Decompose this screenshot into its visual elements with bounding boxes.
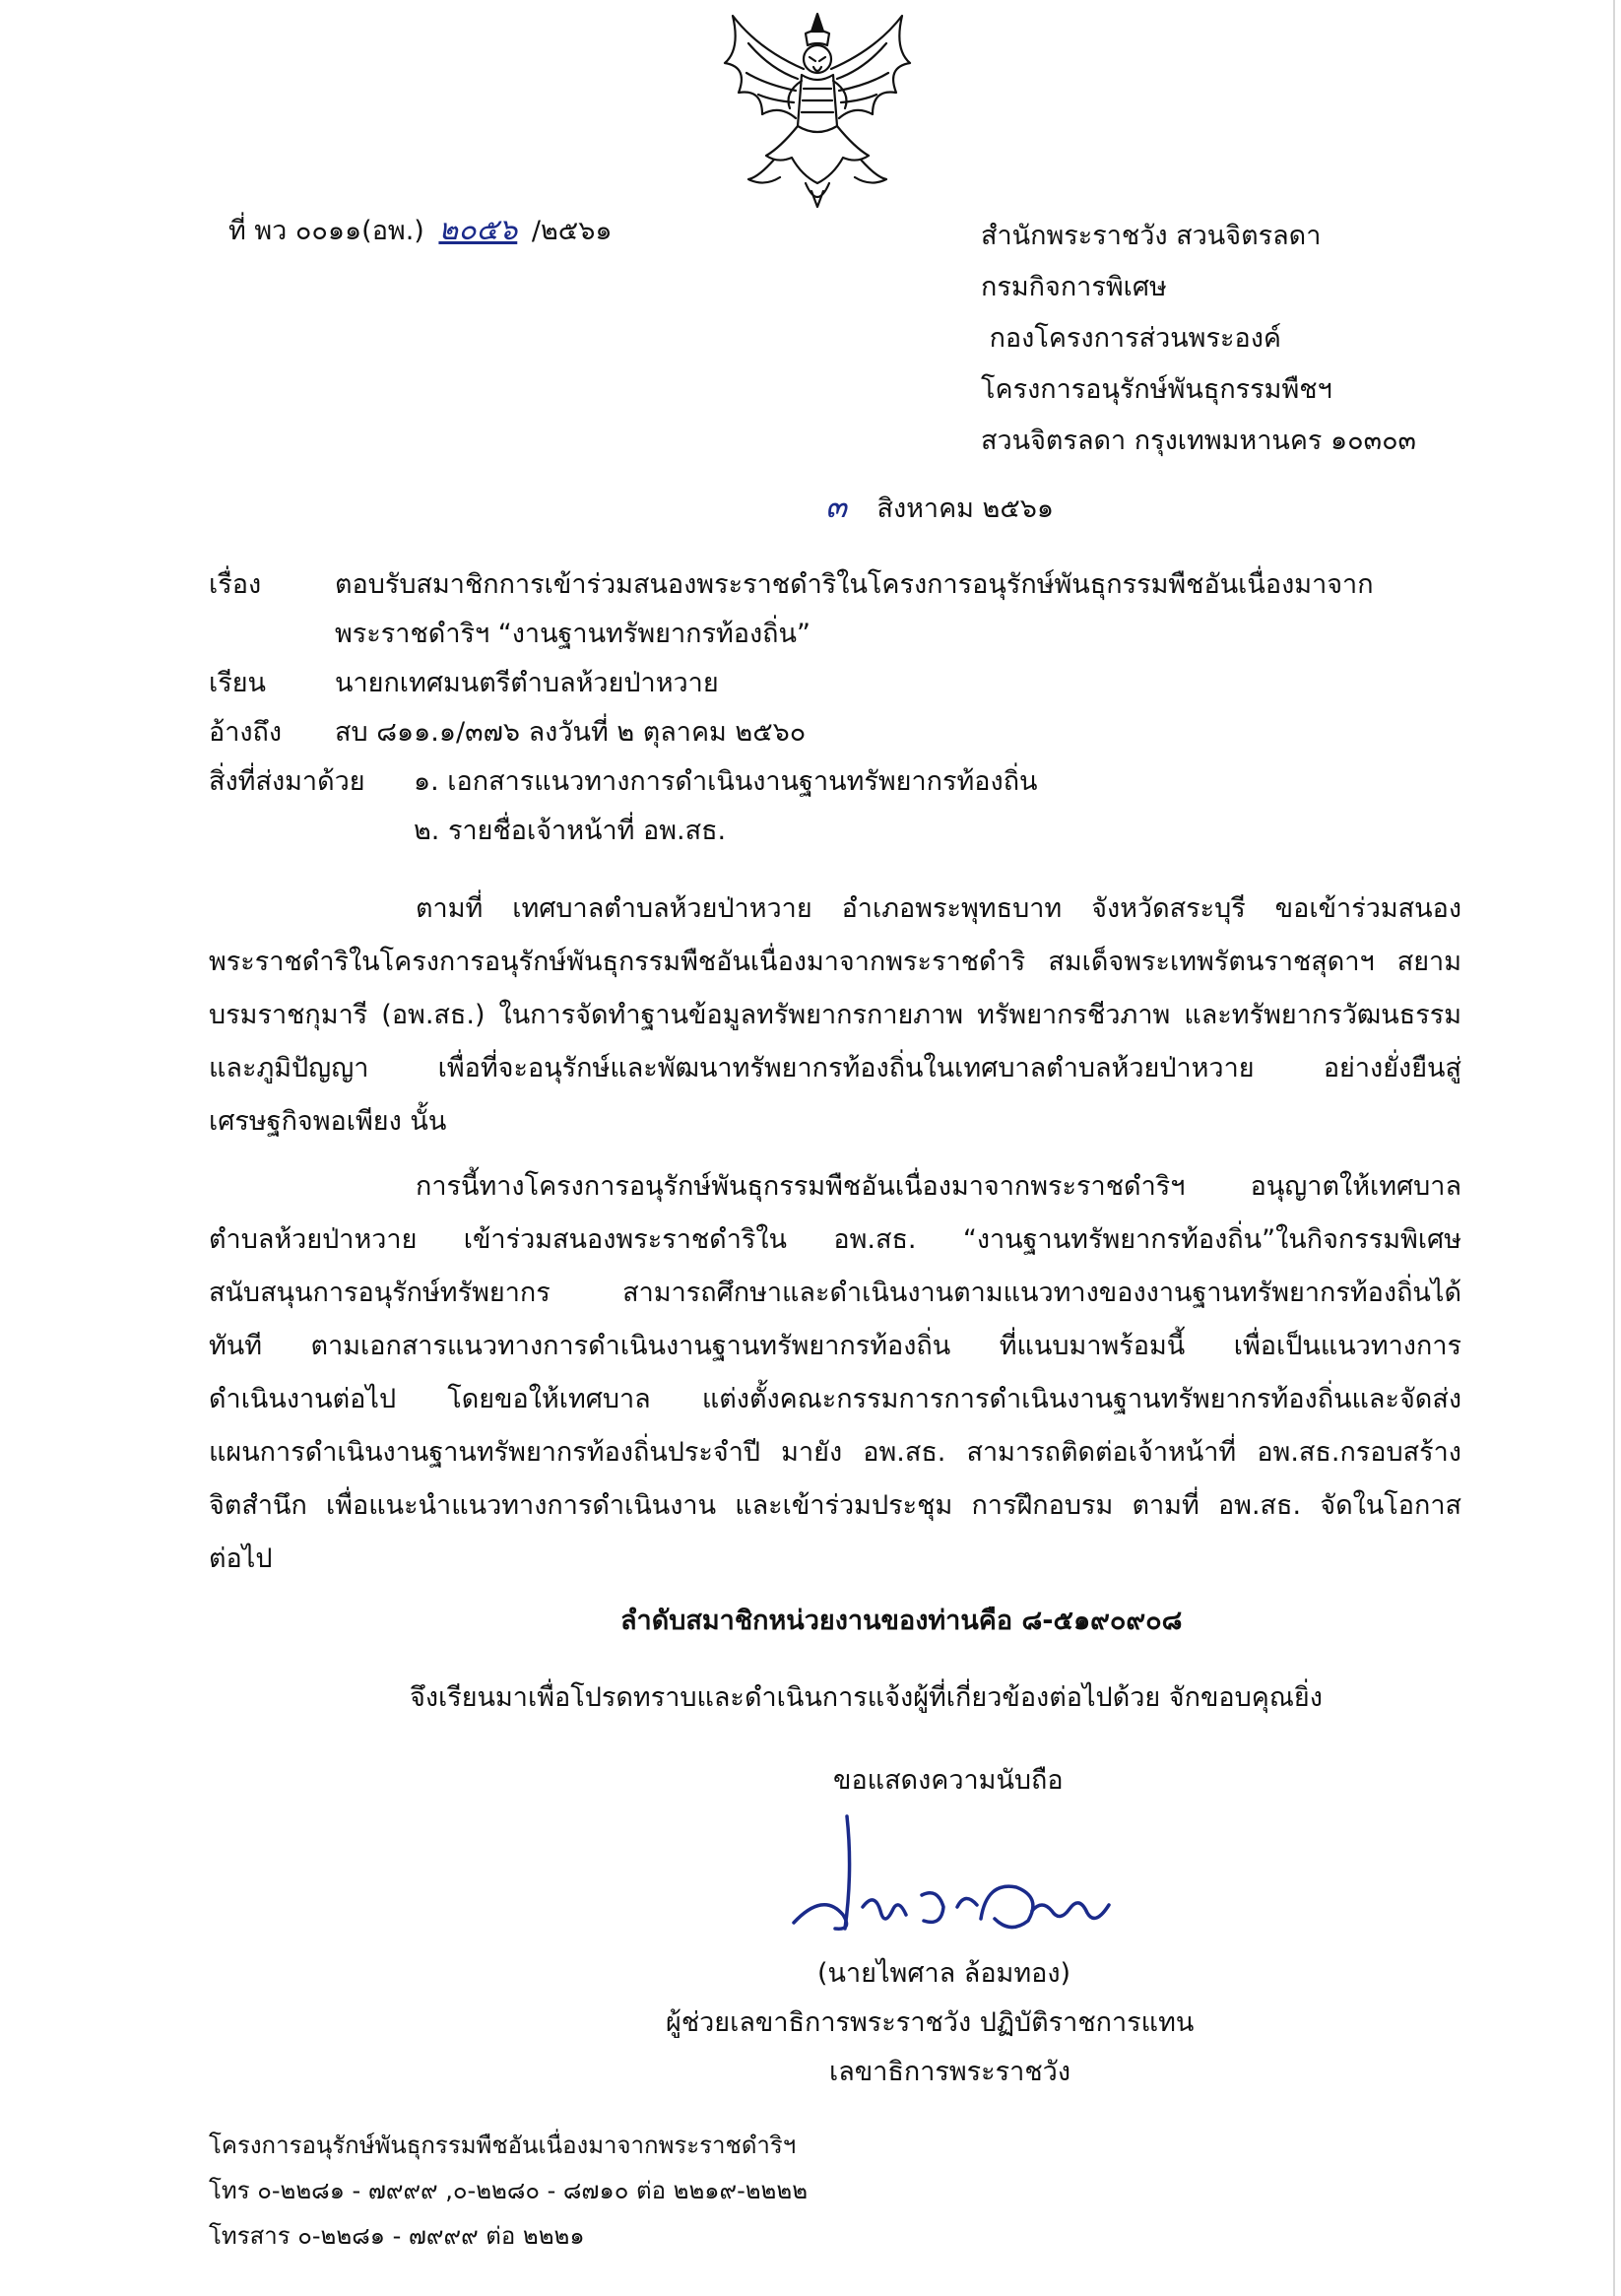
sender-line: กรมกิจการพิเศษ bbox=[981, 272, 1167, 302]
to-value: นายกเทศมนตรีตำบลห้วยป่าหวาย bbox=[335, 668, 719, 698]
signatory-position-1: ผู้ช่วยเลขาธิการพระราชวัง ปฏิบัติราชการแทน bbox=[666, 2007, 1195, 2038]
to-label: เรียน bbox=[209, 668, 267, 698]
paragraph-line: เศรษฐกิจพอเพียง นั้น bbox=[209, 1106, 447, 1137]
enclosure-item-1: ๑. เอกสารแนวทางการดำเนินงานฐานทรัพยากรท้องถิ่น bbox=[414, 766, 1038, 797]
ref-suffix: /๒๕๖๑ bbox=[531, 216, 613, 246]
paragraph-line: แผนการดำเนินงานฐานทรัพยากรท้องถิ่นประจำปี มายัง อพ.สธ. สามารถติดต่อเจ้าหน้าที่ อพ.สธ.กรอบสร้าง bbox=[209, 1437, 1461, 1468]
enclosure-label: สิ่งที่ส่งมาด้วย bbox=[209, 766, 365, 797]
paragraph-line: ต่อไป bbox=[209, 1543, 273, 1574]
signatory-position-2: เลขาธิการพระราชวัง bbox=[829, 2057, 1071, 2087]
sender-line: โครงการอนุรักษ์พันธุกรรมพืชฯ bbox=[981, 374, 1332, 405]
paragraph-line: ดำเนินงานต่อไป โดยขอให้เทศบาล แต่งตั้งคณะกรรมการการดำเนินงานฐานทรัพยากรท้องถิ่นและจัดส่ง bbox=[209, 1384, 1461, 1414]
scan-edge bbox=[1613, 0, 1615, 2296]
subject-line-2: พระราชดำริฯ “งานฐานทรัพยากรท้องถิ่น” bbox=[335, 619, 810, 649]
regards: ขอแสดงความนับถือ bbox=[833, 1765, 1064, 1796]
reference-value: สบ ๘๑๑.๑/๓๗๖ ลงวันที่ ๒ ตุลาคม ๒๕๖๐ bbox=[335, 717, 807, 748]
paragraph-line: สนับสนุนการอนุรักษ์ทรัพยากร สามารถศึกษาและดำเนินงานตามแนวทางของงานฐานทรัพยากรท้องถิ่นได้ bbox=[209, 1278, 1461, 1308]
paragraph-line: ตำบลห้วยป่าหวาย เข้าร่วมสนองพระราชดำริใน อพ.สธ. “งานฐานทรัพยากรท้องถิ่น”ในกิจกรรมพิเศษ bbox=[209, 1224, 1461, 1255]
footer-phone: โทร ๐-๒๒๘๑ - ๗๙๙๙ ,๐-๒๒๘๐ - ๘๗๑๐ ต่อ ๒๒๑๙-๒๒๒๒ bbox=[209, 2177, 809, 2204]
paragraph-line: ทันที ตามเอกสารแนวทางการดำเนินงานฐานทรัพยากรท้องถิ่น ที่แนบมาพร้อมนี้ เพื่อเป็นแนวทางการ bbox=[209, 1331, 1461, 1361]
footer-org: โครงการอนุรักษ์พันธุกรรมพืชอันเนื่องมาจากพระราชดำริฯ bbox=[209, 2132, 797, 2159]
paragraph-line: บรมราชกุมารี (อพ.สธ.) ในการจัดทำฐานข้อมูลทรัพยากรกายภาพ ทรัพยากรชีวภาพ และทรัพยากรวัฒนธรรม bbox=[209, 1000, 1461, 1030]
enclosure-item-2: ๒. รายชื่อเจ้าหน้าที่ อพ.สธ. bbox=[414, 816, 727, 846]
paragraph-line: ตามที่ เทศบาลตำบลห้วยป่าหวาย อำเภอพระพุทธบาท จังหวัดสระบุรี ขอเข้าร่วมสนอง bbox=[416, 893, 1461, 924]
subject-line-1: ตอบรับสมาชิกการเข้าร่วมสนองพระราชดำริในโครงการอนุรักษ์พันธุกรรมพืชอันเนื่องมาจาก bbox=[335, 569, 1374, 600]
footer-fax: โทรสาร ๐-๒๒๘๑ - ๗๙๙๙ ต่อ ๒๒๒๑ bbox=[209, 2222, 585, 2250]
signatory-name: (นายไพศาล ล้อมทอง) bbox=[817, 1958, 1071, 1989]
sender-line: กองโครงการส่วนพระองค์ bbox=[981, 323, 1281, 354]
ref-prefix: ที่ พว ๐๐๑๑(อพ.) bbox=[228, 216, 424, 246]
paragraph-line: จิตสำนึก เพื่อแนะนำแนวทางการดำเนินงาน และเข้าร่วมประชุม การฝึกอบรม ตามที่ อพ.สธ. จัดในโอกาส bbox=[209, 1490, 1461, 1521]
body-paragraph-2 bbox=[209, 1160, 1461, 1586]
date-month-year: สิงหาคม ๒๕๖๑ bbox=[876, 493, 1055, 524]
reference-number bbox=[228, 213, 612, 249]
reference-label: อ้างถึง bbox=[209, 717, 283, 748]
letter-date bbox=[825, 489, 1054, 527]
subject-label: เรื่อง bbox=[209, 569, 262, 600]
sender-line: สวนจิตรลดา กรุงเทพมหานคร ๑๐๓๐๓ bbox=[981, 426, 1417, 456]
body-paragraph-1 bbox=[209, 883, 1461, 1148]
sender-address bbox=[981, 211, 1416, 467]
closing-sentence: จึงเรียนมาเพื่อโปรดทราบและดำเนินการแจ้งผู้ที่เกี่ยวข้องต่อไปด้วย จักขอบคุณยิ่ง bbox=[410, 1682, 1323, 1713]
ref-handwritten-number: ๒๐๕๖ bbox=[438, 213, 518, 247]
member-number: ลำดับสมาชิกหน่วยงานของท่านคือ ๘-๕๑๙๐๙๐๘ bbox=[620, 1606, 1183, 1636]
paragraph-line: การนี้ทางโครงการอนุรักษ์พันธุกรรมพืชอันเนื่องมาจากพระราชดำริฯ อนุญาตให้เทศบาล bbox=[416, 1171, 1461, 1202]
sender-line: สำนักพระราชวัง สวนจิตรลดา bbox=[981, 221, 1322, 251]
handwritten-signature bbox=[784, 1812, 1138, 1960]
paragraph-line: และภูมิปัญญา เพื่อที่จะอนุรักษ์และพัฒนาทรัพยากรท้องถิ่นในเทศบาลตำบลห้วยป่าหวาย อย่างยั่งยืนสู่ bbox=[209, 1053, 1461, 1083]
garuda-emblem-icon bbox=[719, 10, 916, 215]
paragraph-line: พระราชดำริในโครงการอนุรักษ์พันธุกรรมพืชอันเนื่องมาจากพระราชดำริ สมเด็จพระเทพรัตนราชสุดาฯ สยาม bbox=[209, 947, 1461, 977]
date-day-handwritten: ๓ bbox=[825, 488, 847, 525]
